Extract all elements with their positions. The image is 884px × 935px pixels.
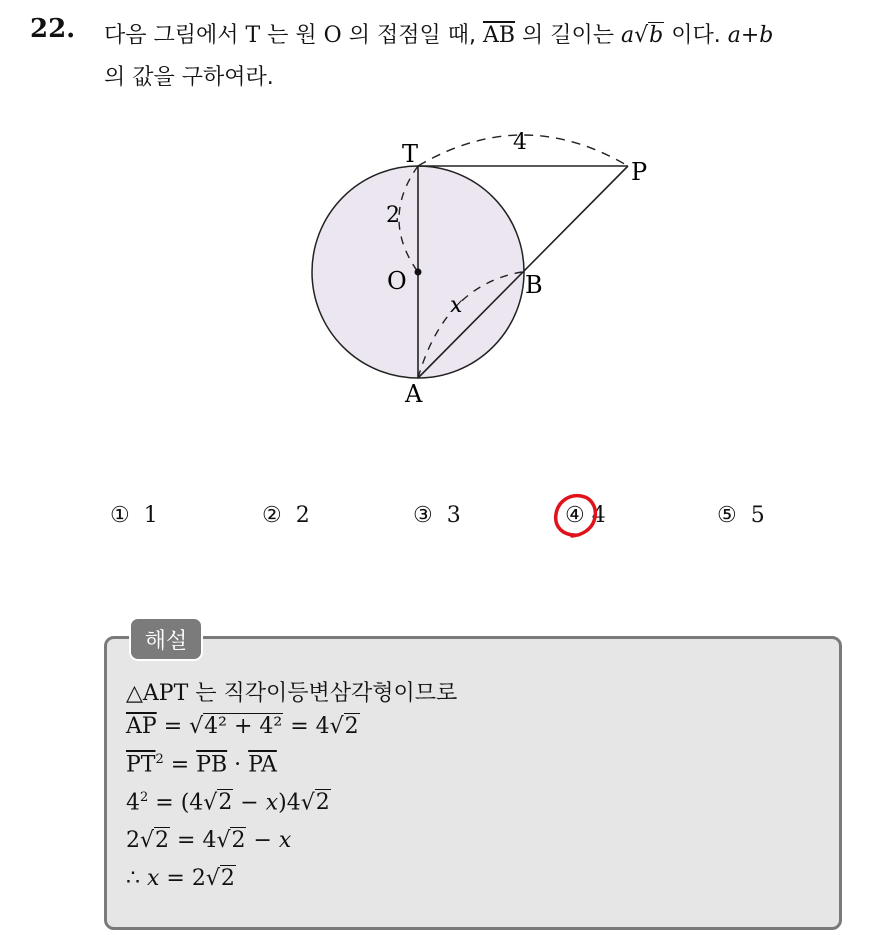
- segment-ap: $\overline{AP}$: [126, 714, 157, 739]
- question-text: 이다.: [664, 23, 728, 48]
- choice-mark: ④: [565, 503, 585, 528]
- segment-pb: $\overline{PB}$: [196, 752, 228, 778]
- solution-line-4: $4^2 = (4√2 - x)4√2$: [126, 790, 330, 816]
- radicand: 2: [231, 828, 246, 853]
- circle-center-label: O: [323, 23, 342, 48]
- label-length-2: 2: [386, 203, 400, 228]
- choice-mark: ②: [262, 503, 282, 528]
- question-text: 의 길이는: [515, 23, 622, 48]
- label-p: P: [631, 158, 648, 186]
- expr: = 4: [170, 828, 217, 853]
- label-b: B: [525, 271, 543, 299]
- exponent: 2: [140, 790, 149, 805]
- sum-expression: a+b: [727, 23, 774, 48]
- label-o: O: [387, 267, 407, 295]
- radicand: 2: [220, 866, 235, 891]
- expr: −: [233, 790, 266, 816]
- radicand: 4² + 4²: [204, 714, 283, 739]
- choice-value: 1: [143, 503, 158, 528]
- radicand: 2: [315, 790, 330, 816]
- segment-pt: $\overline{PT}$: [126, 752, 156, 778]
- choice-2[interactable]: [262, 503, 310, 528]
- choice-value: 5: [750, 503, 765, 528]
- label-length-4: 4: [513, 130, 527, 155]
- choice-mark: ①: [110, 503, 130, 528]
- var-x: x: [147, 866, 160, 891]
- expr: )4: [278, 790, 301, 816]
- dot-operator: ·: [227, 752, 249, 778]
- segment-ab: $\overline{AB}$: [482, 23, 516, 48]
- center-dot: [415, 269, 422, 276]
- choice-value: 3: [446, 503, 461, 528]
- solution-tag: 해설: [129, 617, 203, 661]
- expr: 4: [126, 790, 140, 816]
- expr: −: [246, 828, 279, 853]
- question-number: 22.: [30, 14, 76, 44]
- radicand: 2: [155, 828, 170, 853]
- radicand: 2: [344, 714, 359, 739]
- solution-line-5: 2√2 = 4√2 − x: [126, 828, 292, 853]
- choice-mark: ③: [413, 503, 433, 528]
- red-pen-circle-icon: [556, 496, 596, 536]
- expr: = (4: [148, 790, 204, 816]
- selected-answer-circle: [548, 486, 604, 544]
- choice-5[interactable]: [717, 503, 765, 528]
- question-text: 는 원: [260, 23, 324, 48]
- question-text-line2: 의 값을 구하여라.: [104, 65, 274, 90]
- var-x: x: [265, 790, 279, 816]
- expr: = 4: [283, 714, 330, 739]
- solution-text: 는 직각이등변삼각형이므로: [188, 681, 458, 706]
- solution-line-6: ∴ x = 2√2: [126, 866, 235, 891]
- solution-line-2: $\overline{AP} = √4^2 + 4^2 = 4√2$: [126, 714, 359, 739]
- equals: =: [156, 714, 190, 739]
- choice-1[interactable]: [110, 503, 158, 528]
- choice-value: 2: [295, 503, 310, 528]
- segment-pa: $\overline{PA}$: [248, 752, 277, 778]
- question-text: 의 접점일 때,: [341, 23, 483, 48]
- expr: 2: [126, 828, 140, 853]
- triangle-symbol: △APT: [126, 681, 189, 706]
- label-t: T: [402, 140, 419, 168]
- var-x: x: [278, 828, 292, 853]
- solution-line-1: [126, 676, 457, 707]
- choice-mark: ⑤: [717, 503, 737, 528]
- therefore: ∴: [126, 866, 147, 891]
- answer-choices: [0, 503, 884, 535]
- label-length-x: x: [450, 293, 463, 318]
- var-b: b: [649, 23, 664, 48]
- solution-line-3: [126, 752, 277, 777]
- choice-value: 4: [591, 503, 606, 528]
- question-text: 다음 그림에서: [104, 23, 246, 48]
- choice-3[interactable]: [413, 503, 461, 528]
- radicand: 2: [218, 790, 233, 816]
- sqrt-sign: √: [634, 23, 649, 48]
- expr: = 2: [159, 866, 206, 891]
- tangent-point-label: T: [245, 23, 261, 48]
- label-a: A: [405, 380, 423, 408]
- var-a: a: [621, 23, 635, 48]
- equals: =: [163, 752, 197, 778]
- exponent: 2: [155, 752, 164, 767]
